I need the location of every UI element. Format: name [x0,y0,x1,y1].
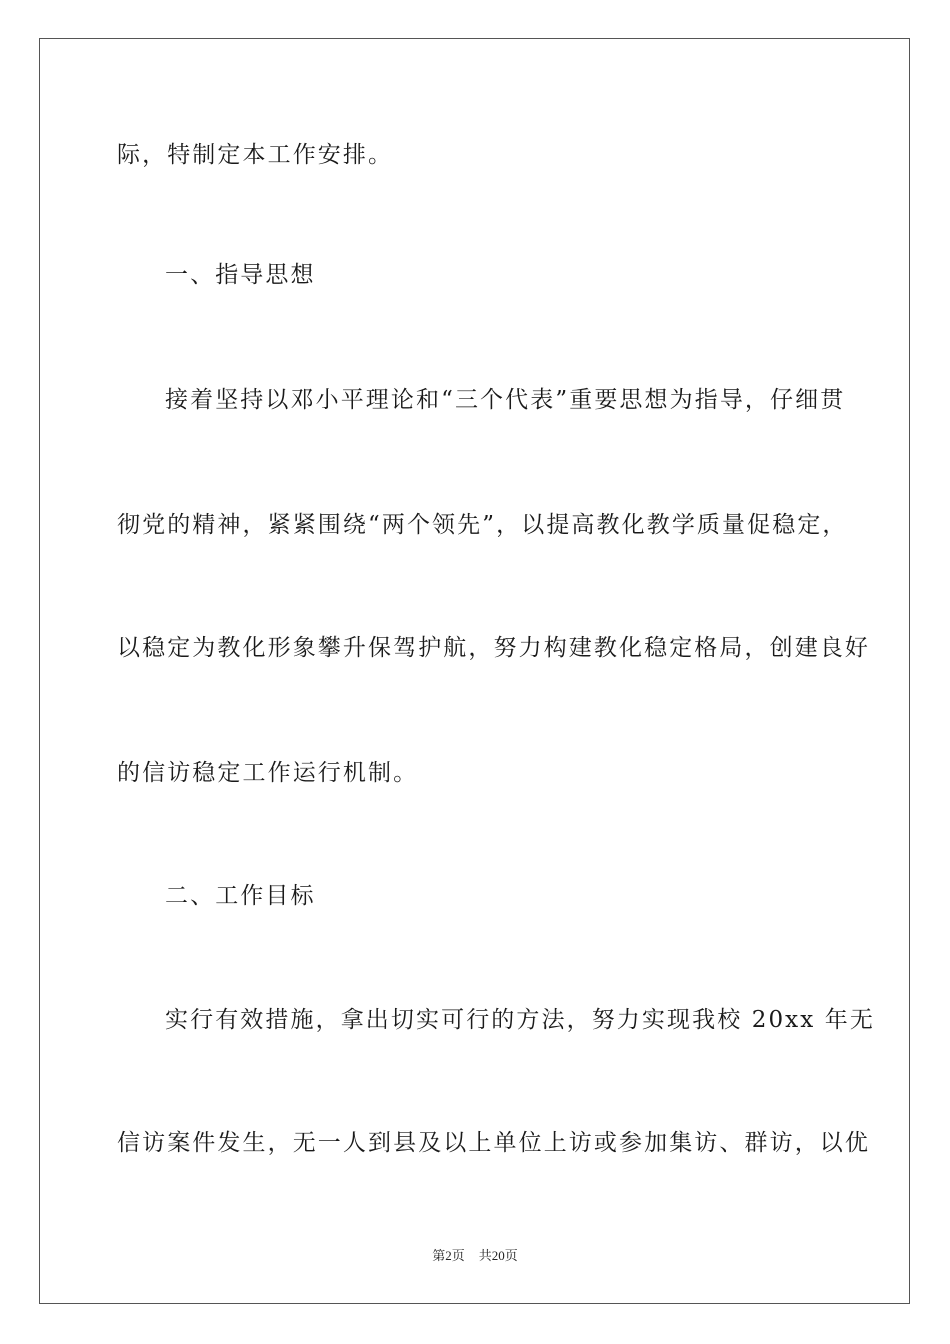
page-number-current: 第2页 [432,1248,465,1263]
body-text-line: 以稳定为教化形象攀升保驾护航，努力构建教化稳定格局，创建良好 [117,635,870,661]
paragraph-first-line: 实行有效措施，拿出切实可行的方法，努力实现我校 20xx 年无 [165,1007,875,1033]
page-border [39,38,910,1304]
body-text-line: 的信访稳定工作运行机制。 [117,760,419,786]
body-text-line: 彻党的精神，紧紧围绕“两个领先”，以提高教化教学质量促稳定， [117,512,848,538]
body-text-line: 信访案件发生，无一人到县及以上单位上访或参加集访、群访，以优 [117,1130,870,1156]
page-footer [0,1247,950,1265]
section-heading-guiding-thought: 一、指导思想 [165,262,316,288]
section-heading-work-goals: 二、工作目标 [165,883,316,909]
body-text-line: 际，特制定本工作安排。 [117,142,394,168]
page-number-total: 共20页 [478,1248,518,1263]
paragraph-first-line: 接着坚持以邓小平理论和“三个代表”重要思想为指导，仔细贯 [165,387,846,413]
